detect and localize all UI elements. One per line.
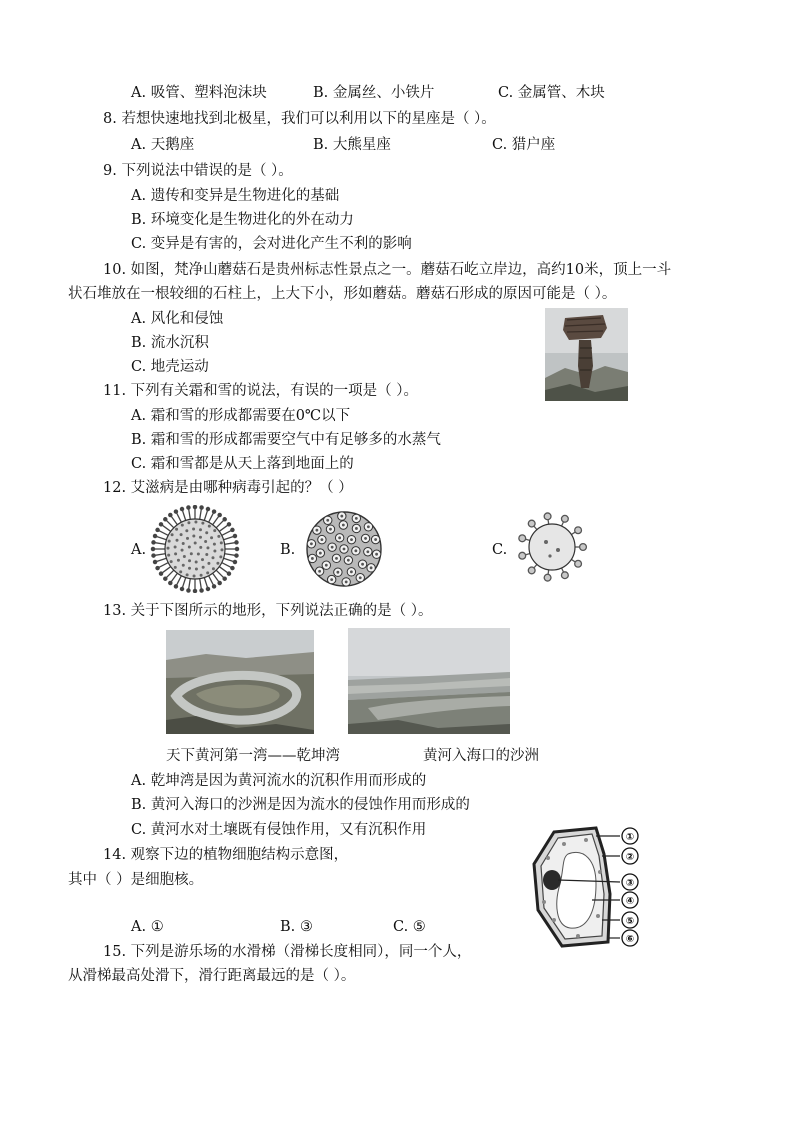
- q10-option-a: A. 风化和侵蚀: [131, 311, 224, 327]
- virus-b-illustration: [300, 507, 388, 591]
- q12-option-b: B.: [280, 542, 296, 558]
- cell-label-3: ③: [625, 878, 635, 889]
- q13-option-b: B. 黄河入海口的沙洲是因为流水的侵蚀作用而形成的: [131, 797, 470, 813]
- q11-option-c: C. 霜和雪都是从天上落到地面上的: [131, 456, 354, 472]
- q11-option-a: A. 霜和雪的形成都需要在0℃以下: [131, 408, 351, 424]
- q7-option-b: B. 金属丝、小铁片: [313, 85, 435, 101]
- estuary-caption: 黄河入海口的沙洲: [423, 748, 539, 764]
- q10-option-c: C. 地壳运动: [131, 359, 209, 375]
- q7-option-c: C. 金属管、木块: [498, 85, 605, 101]
- q15-stem-line2: 从滑梯最高处滑下，滑行距离最远的是（ ）。: [68, 968, 356, 984]
- cell-label-1: ①: [625, 832, 635, 843]
- q8-option-a: A. 天鹅座: [131, 137, 195, 153]
- q7-option-a: A. 吸管、塑料泡沫块: [131, 85, 267, 101]
- cell-label-5: ⑤: [625, 916, 635, 927]
- q12-option-a: A.: [131, 542, 147, 558]
- q12-option-c: C.: [492, 542, 508, 558]
- q13-option-a: A. 乾坤湾是因为黄河流水的沉积作用而形成的: [131, 773, 427, 789]
- cell-label-6: ⑥: [625, 934, 635, 945]
- q9-option-b: B. 环境变化是生物进化的外在动力: [131, 212, 354, 228]
- q13-option-c: C. 黄河水对土壤既有侵蚀作用，又有沉积作用: [131, 822, 427, 838]
- q14-stem-line2: 其中（ ）是细胞核。: [68, 872, 204, 888]
- q13-stem: 13. 关于下图所示的地形，下列说法正确的是（ ）。: [103, 603, 433, 619]
- virus-c-illustration: [514, 512, 590, 582]
- q10-stem-line2: 状石堆放在一根较细的石柱上，上大下小，形如蘑菇。蘑菇石形成的原因可能是（ ）。: [68, 286, 617, 302]
- q14-option-c: C. ⑤: [393, 919, 426, 935]
- yellow-river-estuary-photo: [348, 628, 510, 734]
- qiankun-bend-caption: 天下黄河第一湾——乾坤湾: [166, 748, 340, 764]
- q15-stem-line1: 15. 下列是游乐场的水滑梯（滑梯长度相同），同一个人，: [103, 944, 472, 960]
- q14-stem-line1: 14. 观察下边的植物细胞结构示意图，: [103, 847, 349, 863]
- q10-stem-line1: 10. 如图，梵净山蘑菇石是贵州标志性景点之一。蘑菇石屹立岸边，高约10米，顶上一斗: [103, 262, 672, 278]
- qiankun-bend-photo: [166, 630, 314, 734]
- cell-label-4: ④: [625, 896, 635, 907]
- q9-option-c: C. 变异是有害的，会对进化产生不利的影响: [131, 236, 412, 252]
- q8-stem: 8. 若想快速地找到北极星，我们可以利用以下的星座是（ ）。: [103, 111, 496, 127]
- plant-cell-diagram: [524, 824, 648, 952]
- q9-stem: 9. 下列说法中错误的是（ ）。: [103, 163, 293, 179]
- q8-option-c: C. 猎户座: [492, 137, 556, 153]
- q14-option-a: A. ①: [131, 919, 164, 935]
- q8-option-b: B. 大熊星座: [313, 137, 391, 153]
- q11-option-b: B. 霜和雪的形成都需要空气中有足够多的水蒸气: [131, 432, 441, 448]
- q12-stem: 12. 艾滋病是由哪种病毒引起的？（ ）: [103, 480, 353, 496]
- q9-option-a: A. 遗传和变异是生物进化的基础: [131, 188, 340, 204]
- q10-option-b: B. 流水沉积: [131, 335, 209, 351]
- mushroom-rock-photo: [545, 308, 628, 401]
- cell-label-2: ②: [625, 852, 635, 863]
- q14-option-b: B. ③: [280, 919, 313, 935]
- virus-a-illustration: [150, 505, 240, 593]
- q11-stem: 11. 下列有关霜和雪的说法，有误的一项是（ ）。: [103, 383, 419, 399]
